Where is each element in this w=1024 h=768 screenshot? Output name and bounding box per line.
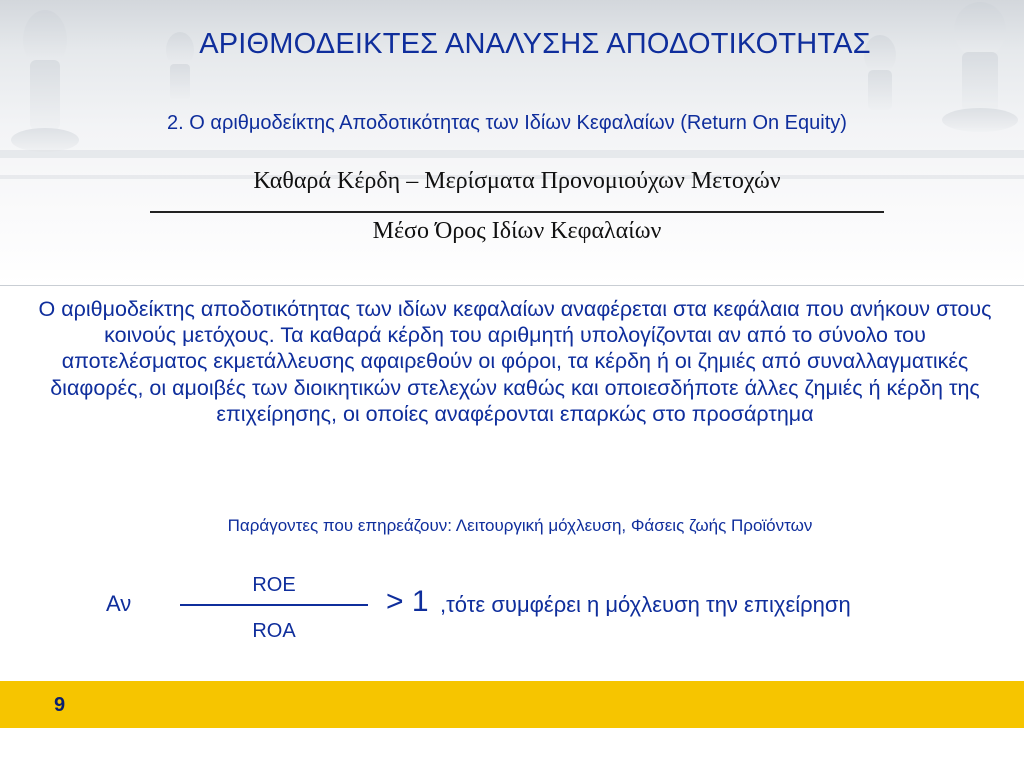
- slide-subtitle: 2. Ο αριθμοδείκτης Αποδοτικότητας των Ιδίων Κεφαλαίων (Return On Equity): [167, 112, 847, 134]
- footer-bar: [0, 681, 1024, 728]
- condition-result-text: ,τότε συμφέρει η μόχλευση την επιχείρηση: [440, 592, 851, 617]
- condition-comparison: > 1: [386, 585, 429, 618]
- page-number: 9: [54, 694, 66, 716]
- slide-title: ΑΡΙΘΜΟΔΕΙΚΤΕΣ ΑΝΑΛΥΣΗΣ ΑΠΟΔΟΤΙΚΟΤΗΤΑΣ: [199, 28, 871, 60]
- header-divider: [0, 285, 1024, 286]
- condition-denominator: ROA: [252, 620, 296, 642]
- condition-fraction-line: [180, 604, 368, 606]
- formula-numerator: Καθαρά Κέρδη – Μερίσματα Προνομιούχων Μετοχών: [253, 168, 781, 194]
- formula-denominator: Μέσο Όρος Ιδίων Κεφαλαίων: [372, 218, 662, 244]
- condition-if-word: Αν: [106, 591, 132, 616]
- condition-numerator: ROE: [252, 574, 296, 596]
- formula-fraction-line: [150, 211, 884, 213]
- influencing-factors-text: Παράγοντες που επηρεάζουν: Λειτουργική μόχλευση, Φάσεις ζωής Προϊόντων: [227, 516, 813, 535]
- body-paragraph: Ο αριθμοδείκτης αποδοτικότητας των ιδίων κεφαλαίων αναφέρεται στα κεφάλαια που ανήκουν στους κοινούς μετόχους. Τα καθαρά κέρδη του αριθμητή υπολογίζονται αν από το σύνολο του αποτελέσματος εκμετάλλευσης αφαιρεθούν οι φόροι, τα κέρδη ή οι ζημιές από συναλλαγματικές διαφορές, οι αμοιβές των διοικητικών στελεχών καθώς και οποιεσδήποτε άλλες ζημιές ή κέρδη της επιχείρησης, οι οποίες αναφέρονται επαρκώς στο προσάρτημα: [38, 297, 992, 426]
